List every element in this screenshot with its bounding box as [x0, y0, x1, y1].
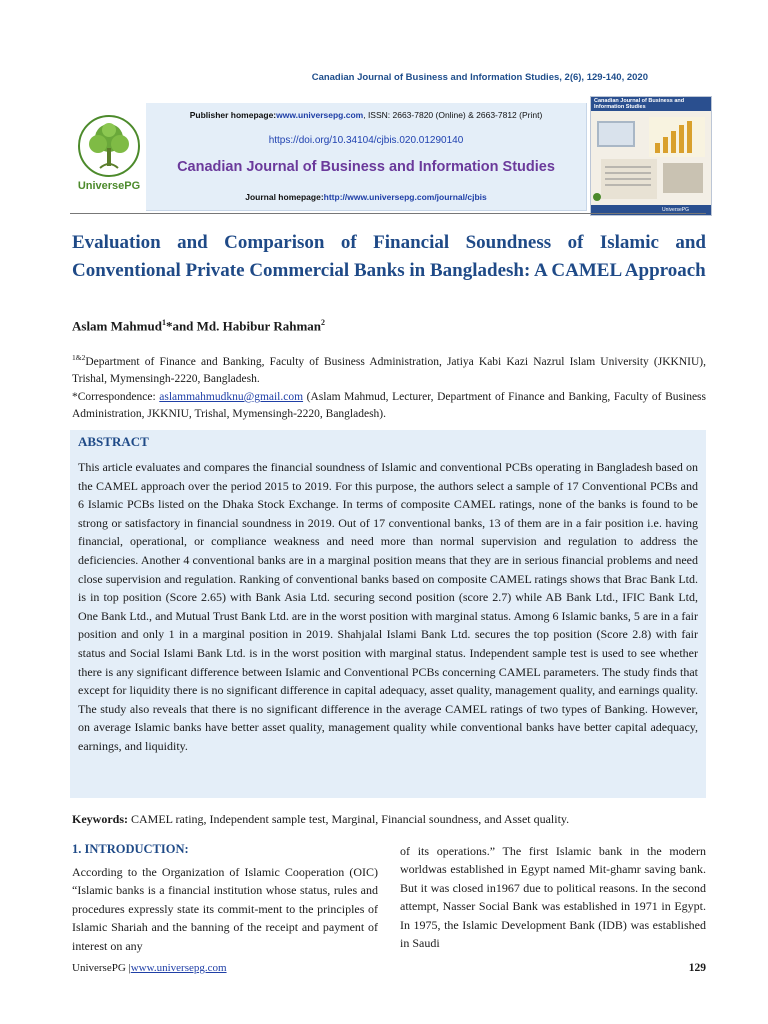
intro-left-text: According to the Organization of Islamic Cooperation (OIC) “Islamic banks is a financial institution whose status, rules and procedures expressly state its commit-ment to the principles of Islamic Shariah and the banning of the receipt and payment of interest on any — [72, 865, 378, 953]
cover-image-icon — [591, 111, 711, 205]
intro-right-column — [400, 842, 706, 952]
publisher-label: Publisher homepage: — [189, 110, 277, 120]
abstract-box — [70, 430, 706, 798]
publisher-line — [156, 110, 576, 120]
journal-homepage-line — [146, 192, 586, 202]
intro-heading: 1. INTRODUCTION: — [72, 842, 189, 856]
doi-link[interactable]: https://doi.org/10.34104/cjbis.020.01290140 — [268, 135, 464, 146]
journal-header-box — [146, 103, 587, 211]
logo-text: UniversePG — [77, 180, 141, 192]
page-number: 129 — [688, 962, 706, 974]
author-1: Aslam Mahmud — [72, 318, 162, 334]
cover-footer: UniversePG — [591, 205, 711, 215]
abstract-text: This article evaluates and compares the financial soundness of Islamic and conventional PCBs operating in Bangladesh based on the CAMEL approach over the period 2015 to 2019. For this purpose, the authors select a sample of 17 Conventional PCBs and 6 Islamic PCBs listed on the Dhaka Stock Exchange. In terms of composite CAMEL ratings, none of the banks is found to be strong or satisfactory in financial soundness in 2019. Out of 17 conventional banks, 13 of them are in a fair position i.e. having financial, operational, or compliance weakness and need more than normal supervision and regulation to address the deficiencies. Another 4 conventional banks are in a marginal position means that they are in serious financial problems and need close supervision and regulation. Ranking of conventional banks based on composite CAMEL ratings shows that Brac Bank Ltd. is in top position (Score 2.65) with Bank Asia Ltd. securing second position (score 2.7) while AB Bank Ltd., IFIC Bank Ltd, One Bank Ltd., and Mutual Trust Bank Ltd. are in the worst position with marginal status. Among 6 Islamic banks, 5 are in a fair position and only 1 in a marginal position in 2019. Shahjalal Islami Bank Ltd. secures the top position (Score 2.8) with fair status and Social Islami Bank Ltd. is in the worst position with marginal status. Independent sample test is used to see whether there is any significant difference between Islamic and Conventional PCBs concerning CAMEL parameters. The study finds that except for liquidity there is no significant difference in capital adequacy, asset quality, management quality, and earnings quality. The study also reveals that there is no significant difference in the average CAMEL ratings of two types of Banking. However, on average Islamic banks have better asset quality, management quality while conventional banks have better capital adequacy, earnings, and liquidity. — [78, 460, 698, 753]
issn-text: , ISSN: 2663-7820 (Online) & 2663-7812 (Print) — [363, 110, 543, 120]
journal-citation: Canadian Journal of Business and Information Studies, 2(6), 129-140, 2020 — [311, 72, 648, 83]
footer-publisher: UniversePG |www.universepg.com — [72, 962, 227, 974]
journal-cover-thumbnail — [590, 96, 712, 216]
journal-name: Canadian Journal of Business and Information Studies — [177, 159, 555, 175]
journal-home-label: Journal homepage: — [245, 192, 324, 202]
header-rule — [70, 213, 706, 214]
correspondence-email-link[interactable]: aslammahmudknu@gmail.com — [159, 390, 304, 403]
intro-right-text: of its operations.” The first Islamic bank in the modern worldwas established in Egypt named Mit-ghamr saving bank. But it was closed in1967 due to political reasons. In the second attempt, Nasser Social Bank was established in 1971 in Egypt. In 1975, the Islamic Development Bank (IDB) was established in Saudi — [400, 844, 706, 951]
affiliation: $^{1\&2}$Department of Finance and Banking, Faculty of Business Administration, Jatiya Kabi Kazi Nazrul Islam University (JKKNIU), Trishal, Mymensingh-2220, Bangladesh. *Correspondence: aslammahmudknu@gmail.com (Aslam Mahmud, Lecturer, Department of Finance and Banking, Faculty of Business Administration, JKKNIU, Trishal, Mymensingh-2220, Bangladesh). — [72, 353, 707, 421]
article-title: Evaluation and Comparison of Financial Soundness of Islamic and Conventional Private Commercial Banks in Bangladesh: A CAMEL Approach — [72, 232, 706, 281]
journal-home-link[interactable]: http://www.universepg.com/journal/cjbis — [323, 192, 487, 202]
keywords — [72, 812, 706, 827]
author-2: *and Md. Habibur Rahman — [165, 318, 322, 334]
abstract-heading: ABSTRACT — [78, 434, 149, 449]
footer-link[interactable]: www.universepg.com — [130, 962, 227, 974]
publisher-link[interactable]: www.universepg.com — [276, 110, 364, 120]
authors-line: Aslam Mahmud$^1$*and Md. Habibur Rahman$^2$ — [72, 318, 326, 334]
intro-left-column — [72, 842, 378, 955]
keywords-text: CAMEL rating, Independent sample test, Marginal, Financial soundness, and Asset quality. — [128, 812, 570, 826]
cover-title: Canadian Journal of Business and Information Studies — [594, 98, 685, 110]
keywords-label: Keywords: — [72, 812, 128, 826]
